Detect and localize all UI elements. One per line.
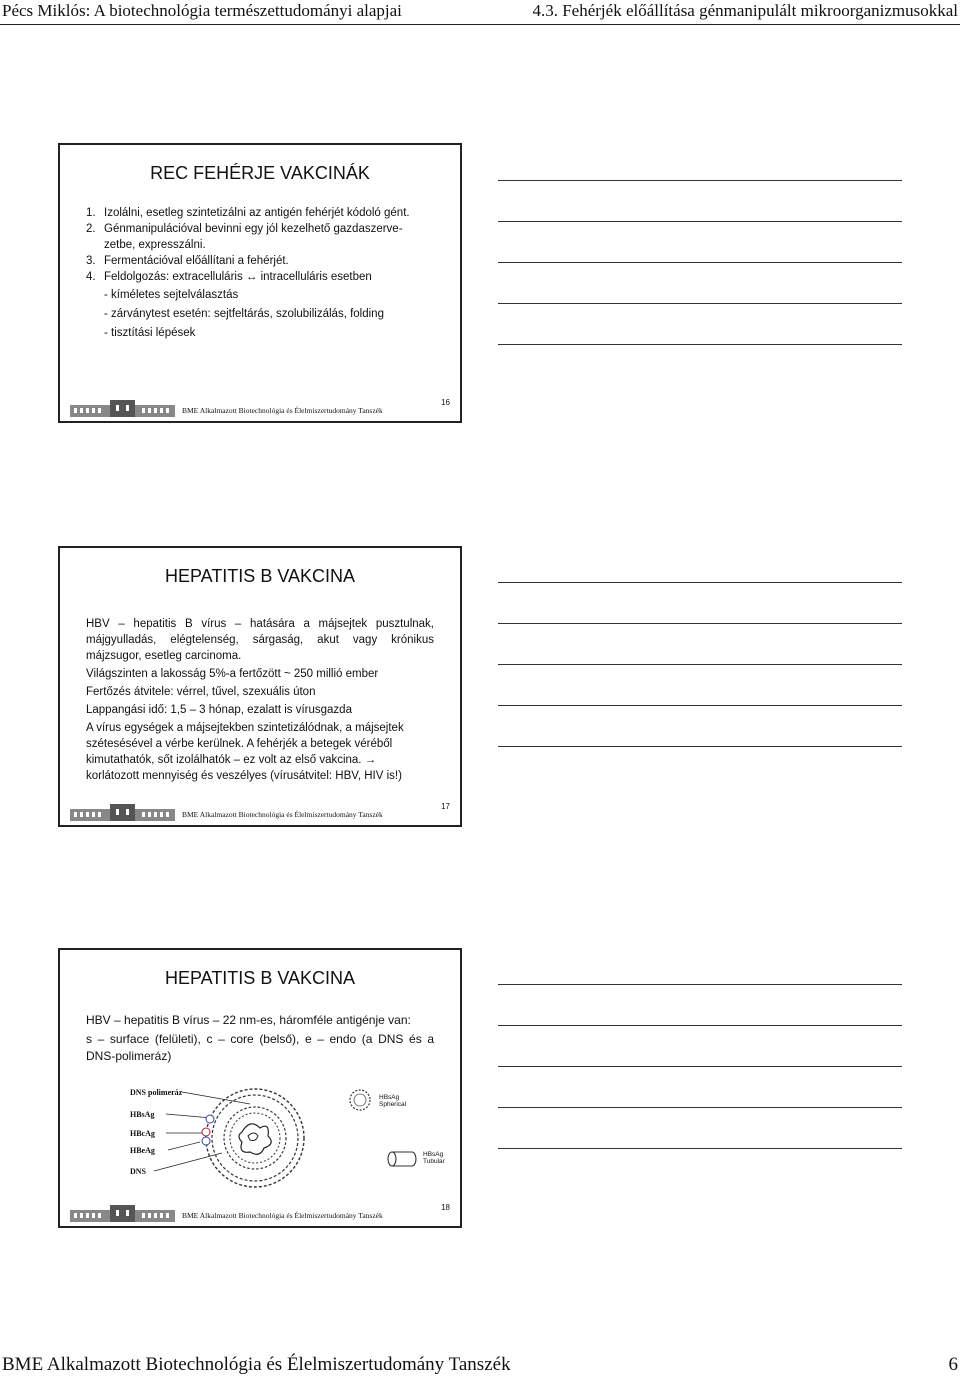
- page-header: [0, 0, 960, 25]
- slide-16: [58, 143, 462, 423]
- footer-department: BME Alkalmazott Biotechnológia és Élelmiszertudomány Tanszék: [2, 1354, 511, 1375]
- hbsag-spherical-particle: [350, 1090, 370, 1110]
- diagram-label: HBsAg: [379, 1094, 400, 1101]
- slide-title: HEPATITIS B VAKCINA: [164, 968, 356, 988]
- steps-list: [86, 205, 436, 285]
- list-item: 2. Génmanipulációval bevinni egy jól kezelhető gazdaszerve- zetbe, expresszálni.: [86, 223, 403, 251]
- paragraph: Világszinten a lakosság 5%-a fertőzött ~ 250 millió ember: [86, 668, 379, 680]
- list-item: 4. Feldolgozás: extracelluláris ↔ intracelluláris esetben: [86, 271, 372, 283]
- page-number: 6: [948, 1354, 958, 1375]
- sub-item: - kíméletes sejtelválasztás: [104, 289, 239, 301]
- department-name: BME Alkalmazott Biotechnológia és Élelmiszertudomány Tanszék: [182, 1211, 383, 1220]
- slide-number: 17: [441, 802, 450, 811]
- note-lines: [498, 180, 902, 385]
- slide-body: [86, 1012, 434, 1065]
- diagram-label: Tubular: [423, 1158, 445, 1165]
- sub-item: - tisztítási lépések: [104, 327, 196, 339]
- slide-17: [58, 546, 462, 827]
- university-building-logo: [70, 1204, 175, 1222]
- header-chapter-title: 4.3. Fehérjék előállítása génmanipulált mikroorganizmusokkal: [532, 1, 958, 20]
- header-book-title: Pécs Miklós: A biotechnológia természettudományi alapjai: [2, 1, 402, 20]
- hbsag-tubular-particle: [388, 1152, 416, 1166]
- diagram-label: HBsAg: [130, 1110, 155, 1119]
- paragraph: HBV – hepatitis B vírus – 22 nm-es, háromféle antigénje van:: [86, 1013, 411, 1027]
- slide-footer: [70, 801, 450, 821]
- slide-body: [86, 205, 436, 341]
- slide-footer: [70, 1202, 450, 1222]
- diagram-label: DNS: [130, 1167, 147, 1176]
- hbv-structure-diagram: [130, 1088, 450, 1188]
- department-name: BME Alkalmazott Biotechnológia és Élelmiszertudomány Tanszék: [182, 810, 383, 819]
- list-item: 3. Fermentációval előállítani a fehérjét.: [86, 255, 289, 267]
- slide-title: REC FEHÉRJE VAKCINÁK: [150, 163, 370, 183]
- diagram-label: Spherical: [379, 1101, 407, 1108]
- paragraph: s – surface (felületi), c – core (belső), e – endo (a DNS és a DNS-polimeráz): [86, 1032, 434, 1063]
- paragraph: Fertőzés átvitele: vérrel, tűvel, szexuális úton: [86, 686, 316, 698]
- diagram-label: DNS polimeráz: [130, 1088, 183, 1097]
- virion-particle: [202, 1089, 304, 1187]
- slide-number: 18: [441, 1203, 450, 1212]
- diagram-label: HBsAg: [423, 1151, 444, 1158]
- list-item: 1. Izolálni, esetleg szintetizálni az antigén fehérjét kódoló gént.: [86, 207, 410, 219]
- paragraph: HBV – hepatitis B vírus – hatására a májsejtek pusztulnak, májgyulladás, elégtelenség, sárgaság, akut vagy krónikus májzsugor, esetleg carcinoma.: [86, 618, 434, 662]
- slide-body: [86, 616, 434, 784]
- diagram-label: HBeAg: [130, 1146, 155, 1155]
- slide-number: 16: [441, 398, 450, 407]
- slide-title: HEPATITIS B VAKCINA: [164, 566, 356, 586]
- note-lines: [498, 582, 902, 787]
- department-name: BME Alkalmazott Biotechnológia és Élelmiszertudomány Tanszék: [182, 406, 383, 415]
- paragraph: A vírus egységek a májsejtekben szintetizálódnak, a májsejtek szétesésével a vérbe kerülnek. A fehérjék a betegek véréből kimutathatók, sőt izolálhatók – ez volt az első vakcina. →: [86, 722, 404, 766]
- sub-item: - zárványtest esetén: sejtfeltárás, szolubilizálás, folding: [104, 308, 384, 320]
- university-building-logo: [70, 803, 175, 821]
- paragraph: Lappangási idő: 1,5 – 3 hónap, ezalatt is vírusgazda: [86, 704, 352, 716]
- note-lines: [498, 984, 902, 1189]
- diagram-label: HBcAg: [130, 1129, 155, 1138]
- slide-18: [58, 948, 462, 1228]
- university-building-logo: [70, 399, 175, 417]
- paragraph: korlátozott mennyiség és veszélyes (vírusátvitel: HBV, HIV is!): [86, 770, 402, 782]
- slide-footer: [70, 397, 450, 417]
